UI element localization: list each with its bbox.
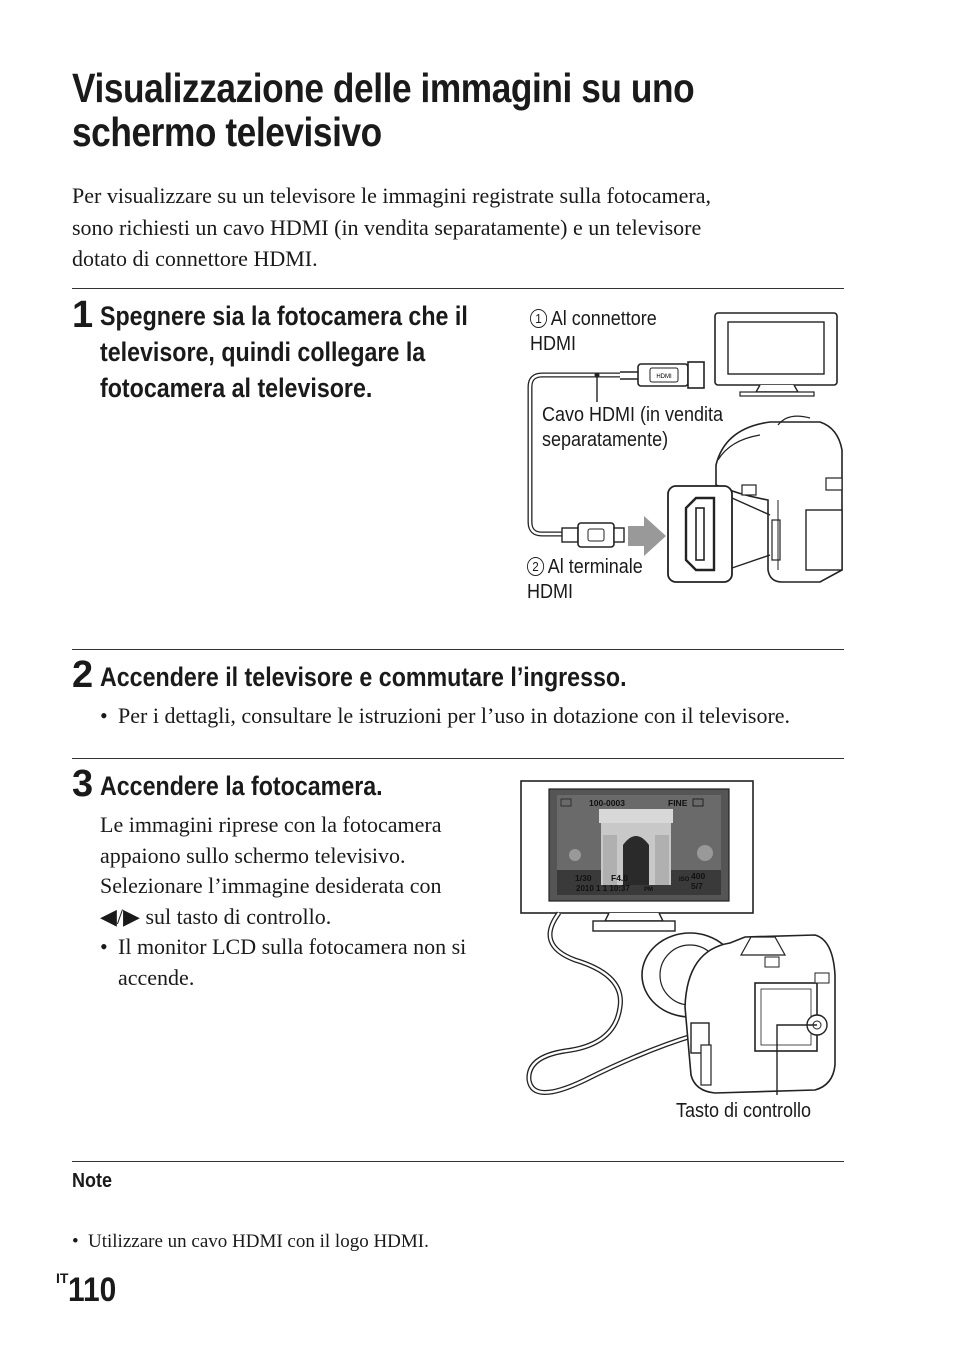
step-1-heading-line-3: fotocamera al televisore. <box>100 373 373 403</box>
label-control-button: Tasto di controllo <box>676 1100 812 1122</box>
callout-2-badge: 2 <box>527 557 544 576</box>
step-1-heading <box>100 298 513 406</box>
label-hdmi-cable <box>542 403 723 453</box>
page-title <box>72 66 777 154</box>
label-1-line-2: HDMI <box>530 333 576 355</box>
step-1-number: 1 <box>72 294 94 336</box>
intro-line-2: sono richiesti un cavo HDMI (in vendita separatamente) e un televisore <box>72 214 702 240</box>
page-title-line-2: schermo televisivo <box>72 109 382 155</box>
hdmi-terminal-zoom-icon <box>668 486 770 582</box>
label-2-line-1: Al terminale <box>547 556 643 578</box>
camera-rear-icon <box>642 933 835 1093</box>
file-number: 100-0003 <box>589 798 625 808</box>
intro-line-3: dotato di connettore HDMI. <box>72 246 318 271</box>
callout-1-badge: 1 <box>530 309 547 328</box>
step-3-line-3: Selezionare l’immagine desiderata con <box>100 873 442 898</box>
divider-note <box>72 1161 844 1162</box>
tv-icon <box>715 313 837 396</box>
step-2-number: 2 <box>72 654 94 696</box>
divider-step-1 <box>72 288 844 289</box>
step-3-line-2: appaiono sullo schermo televisivo. <box>100 842 406 868</box>
hdmi-cable <box>530 375 620 534</box>
hdmi-plug-tv-icon <box>620 362 704 388</box>
step-3-line-1: Le immagini riprese con la fotocamera <box>100 812 442 837</box>
page-number <box>56 1270 123 1310</box>
step-1-heading-line-2: televisore, quindi collegare la <box>100 337 426 367</box>
note-text: • Utilizzare un cavo HDMI con il logo HDMI. <box>72 1230 954 1254</box>
page-number-value: 110 <box>68 1271 117 1309</box>
divider-step-2 <box>72 649 844 650</box>
step-2-heading: Accendere il televisore e commutare l’ingresso. <box>100 662 627 692</box>
step-3-line-4: ◀/▶ sul tasto di controllo. <box>100 903 332 929</box>
step-3-bullet-line-1: • Il monitor LCD sulla fotocamera non si <box>118 934 467 959</box>
am-pm: PM <box>644 887 653 893</box>
iso-label: ISO <box>679 877 690 883</box>
aperture-value: F4.0 <box>611 873 629 883</box>
cable-label-line-2: separatamente) <box>542 429 669 451</box>
intro-line-1: Per visualizzare su un televisore le immagini registrate sulla fotocamera, <box>72 183 711 208</box>
tv-playback-diagram <box>515 775 845 1120</box>
page-language: IT <box>56 1270 69 1286</box>
shutter-speed: 1/30 <box>575 873 592 883</box>
step-3-bullet-line-2: accende. <box>118 964 195 990</box>
step-3-heading: Accendere la fotocamera. <box>100 771 383 801</box>
tv-display-icon <box>521 781 753 931</box>
step-3-number: 3 <box>72 763 94 805</box>
label-tv-hdmi-connector <box>530 307 657 357</box>
step-3-body <box>100 810 510 993</box>
divider-step-3 <box>72 758 844 759</box>
hdmi-plug-camera-icon <box>562 523 624 547</box>
step-3-bullet <box>100 932 510 993</box>
label-2-line-2: HDMI <box>527 581 573 603</box>
note-heading: Note <box>72 1170 113 1192</box>
insert-arrow-icon <box>628 516 666 556</box>
label-camera-hdmi-terminal <box>527 555 643 605</box>
cable-label-line-1: Cavo HDMI (in vendita <box>542 404 724 426</box>
label-1-line-1: Al connettore <box>550 308 657 330</box>
step-1-heading-line-1: Spegnere sia la fotocamera che il <box>100 301 468 331</box>
page-title-line-1: Visualizzazione delle immagini su uno <box>72 65 695 111</box>
hdmi-plug-text: HDMI <box>656 374 672 380</box>
iso-value: 400 <box>691 871 706 881</box>
intro-paragraph <box>72 180 852 275</box>
step-2-bullet: • Per i dettagli, consultare le istruzioni per l’uso in dotazione con il televisore. <box>100 701 878 732</box>
image-counter: 5/7 <box>691 881 703 891</box>
quality-label: FINE <box>668 798 688 808</box>
date-time: 2010 1 1 10:37 <box>576 884 630 893</box>
